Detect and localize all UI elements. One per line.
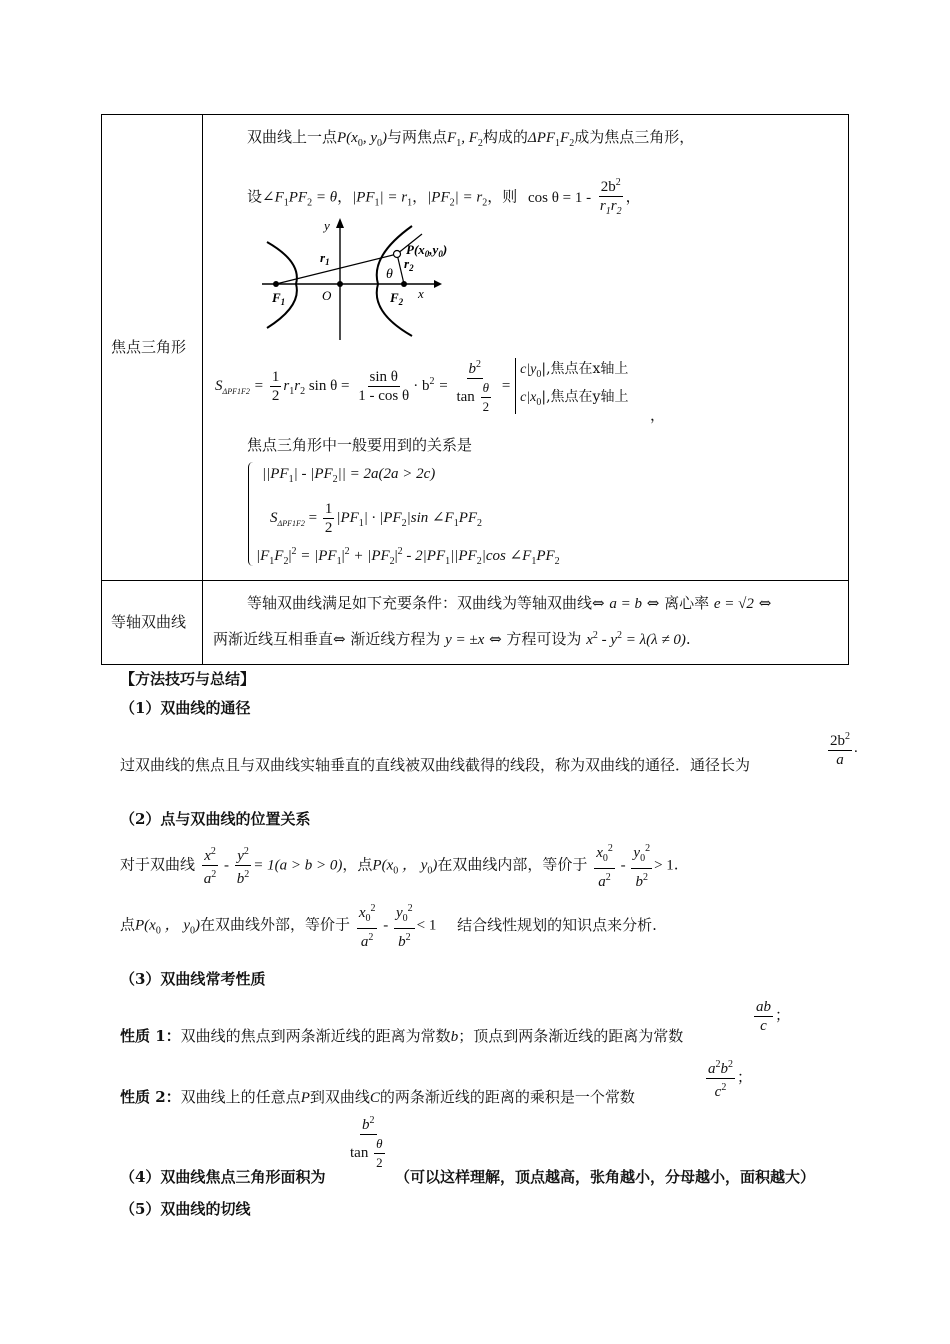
table-row-divider xyxy=(101,580,849,581)
relation-difference: $||PF_1| - |PF_2|| = 2a(2a > 2c)$ xyxy=(262,466,436,485)
latus-rectum-formula: $\frac{2b^2}{a}$ . xyxy=(826,728,858,769)
section-1-text: 过双曲线的焦点且与双曲线实轴垂直的直线被双曲线截得的线段，称为双曲线的通径．通径长为 xyxy=(120,756,751,774)
r1-label: $r_1$ xyxy=(320,250,330,267)
section-2-line1: 对于双曲线 $\frac{x^2}{a^2}$ - $\frac{y^2}{b^2}$ = 1(a > b > 0)，点$P(x_0$ ， $y_0$)在双曲线内部，等价于 $\frac{x_0^2}{a^2}$ - $\frac{y_0^2}{b^2}$ > 1. xyxy=(120,840,679,891)
theta-label: θ xyxy=(386,267,393,282)
y-axis-label: y xyxy=(324,218,330,233)
area-formula-comma: ， xyxy=(650,406,666,424)
f1-label: $F_1$ xyxy=(272,290,286,307)
section-1-title: （1）双曲线的通径 xyxy=(120,699,251,717)
focus-f2-point xyxy=(401,281,407,287)
focal-triangle-settings: 设$\angle F_1PF_2 = \theta$，$|PF_1| = r_1$，$|PF_2| = r_2$，则 cos θ = 1 - $\frac{2b^2}{r_1r_2}$ ， xyxy=(247,174,641,221)
row-label-focal-triangle: 焦点三角形 xyxy=(111,338,187,356)
relation-cosine-law: $|F_1F_2|^2 = |PF_1|^2 + |PF_2|^2 - 2|PF_1||PF_2|\cos$ $\angle F_1PF_2$ xyxy=(256,546,560,567)
focal-triangle-definition: 双曲线上一点$P(x_0$, $y_0$)与两焦点$F_1$, $F_2$构成的$\Delta PF_1F_2$成为焦点三角形， xyxy=(247,128,695,149)
r2-label: $r_2$ xyxy=(404,256,414,273)
x-axis-arrow-icon xyxy=(434,280,442,288)
f2-label: $F_2$ xyxy=(390,290,404,307)
x-axis-label: x xyxy=(418,286,424,301)
section-4-title: （4）双曲线焦点三角形面积为 xyxy=(120,1168,326,1186)
focus-f1-point xyxy=(273,281,279,287)
relations-brace xyxy=(248,462,253,566)
y-axis-arrow-icon xyxy=(336,218,344,228)
section-4-note: （可以这样理解，顶点越高，张角越小，分母越小，面积越大） xyxy=(395,1168,816,1186)
property-1-constant: $\frac{ab}{c}$ ； xyxy=(756,999,791,1034)
property-2: 性质 2：双曲线上的任意点P到双曲线C的两条渐近线的距离的乘积是一个常数 xyxy=(120,1088,635,1106)
segment-pf2 xyxy=(397,254,404,284)
hyperbola-left-branch xyxy=(267,242,297,328)
section-2-title: （2）点与双曲线的位置关系 xyxy=(120,810,311,828)
origin-point xyxy=(337,281,343,287)
equilateral-conditions-line1: 等轴双曲线满足如下充要条件：双曲线为等轴双曲线⇔ a = b ⇔ 离心率 e = √2 ⇔ xyxy=(247,594,772,612)
section-2-line2: 点$P(x_0$ ， $y_0$)在双曲线外部，等价于 $\frac{x_0^2}{a^2}$ - $\frac{y_0^2}{b^2}$ < 1 结合线性规划的知识点来分析. xyxy=(120,900,657,951)
section-4-area-formula: $b^2$ tan $\frac{\theta}{2}$ xyxy=(346,1112,391,1172)
focal-triangle-area-formula: $S_{\Delta PF1F2}$ = $\frac{1}{2}$ $r_1r_2$ sin θ = $\frac{\text{sin θ}}{\text{1 - cos θ}}$ · $b^2$ = $b^2$ tan $\frac{\theta}{2}$ = $c|y_0|$,焦点在x轴上 $c|x_0|$,焦点在y轴上 xyxy=(215,356,628,416)
relations-intro: 焦点三角形中一般要用到的关系是 xyxy=(247,436,473,454)
point-p-label: $P(x_0,y_0)$ xyxy=(406,242,448,259)
section-3-title: （3）双曲线常考性质 xyxy=(120,970,266,988)
relation-area: $S_{\Delta PF1F2}$ = $\frac{1}{2}$ $|PF_1| \cdot |PF_2|\sin$ $\angle F_1PF_2$ xyxy=(270,501,483,536)
point-p xyxy=(394,251,401,258)
section-5-title: （5）双曲线的切线 xyxy=(120,1200,251,1218)
origin-label: O xyxy=(322,288,332,303)
table-column-divider xyxy=(202,114,203,665)
row-label-equilateral-hyperbola: 等轴双曲线 xyxy=(111,613,187,631)
methods-summary-heading: 【方法技巧与总结】 xyxy=(120,670,256,688)
equilateral-conditions-line2: 两渐近线互相垂直⇔ 渐近线方程为 y = ±x ⇔ 方程可设为 $x^2 - y^2 = \lambda(\lambda \ne 0)$. xyxy=(213,630,691,648)
property-1: 性质 1：双曲线的焦点到两条渐近线的距离为常数b；顶点到两条渐近线的距离为常数 xyxy=(120,1027,684,1045)
segment-pf1 xyxy=(276,254,397,284)
property-2-constant: $\frac{a^2b^2}{c^2}$ ； xyxy=(704,1056,752,1101)
hyperbola-focal-triangle-diagram xyxy=(262,212,472,344)
